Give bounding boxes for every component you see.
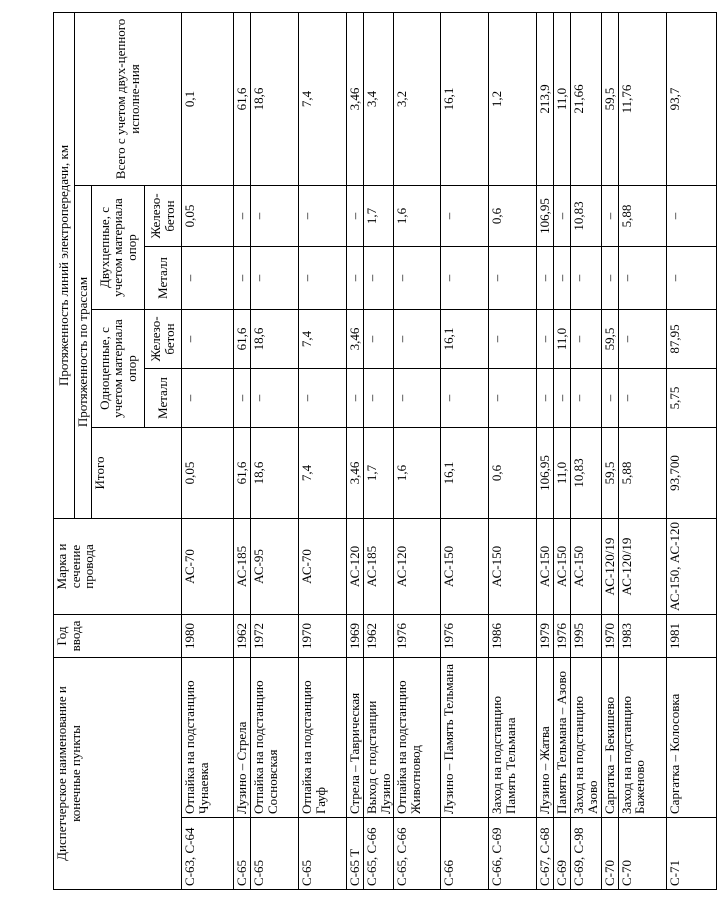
row-total: 10,83 — [571, 428, 601, 519]
row-all: 213,9 — [537, 12, 554, 185]
row-single-concrete: 87,95 — [666, 310, 716, 369]
row-total: 5,88 — [618, 428, 666, 519]
row-wire: АС-150 — [571, 519, 601, 615]
row-year: 1962 — [364, 615, 394, 658]
header-single-chain: Одноцепные, с учетом материала опор — [92, 310, 145, 428]
header-double-chain: Двухцепные, с учетом материала опор — [92, 186, 145, 310]
row-code: С-69, С-98 — [571, 818, 601, 890]
row-year: 1972 — [251, 615, 299, 658]
row-code: С-67, С-68 — [537, 818, 554, 890]
header-year: Год ввода — [54, 615, 182, 658]
row-code: С-70 — [601, 818, 618, 890]
row-single-concrete: – — [394, 310, 441, 369]
row-single-concrete: – — [489, 310, 537, 369]
table-row — [364, 12, 394, 889]
row-all: 3,4 — [364, 12, 394, 185]
row-wire: АС-185 — [364, 519, 394, 615]
row-all: 3,2 — [394, 12, 441, 185]
row-wire: АС-150 — [554, 519, 571, 615]
row-wire: АС-150 — [537, 519, 554, 615]
row-single-concrete: – — [182, 310, 234, 369]
row-double-concrete: – — [666, 186, 716, 247]
row-double-concrete: 5,88 — [618, 186, 666, 247]
row-double-metal: – — [364, 247, 394, 310]
table-body — [182, 12, 717, 889]
row-name: Заход на подстанцию Азово — [571, 658, 601, 818]
row-double-metal: – — [251, 247, 299, 310]
row-code: С-65 — [251, 818, 299, 890]
row-all: 61,6 — [234, 12, 251, 185]
table-row — [554, 12, 571, 889]
row-total: 0,05 — [182, 428, 234, 519]
row-name: Отпайка на подстанцию Гауф — [299, 658, 347, 818]
row-double-concrete: – — [601, 186, 618, 247]
table-row — [347, 12, 364, 889]
table-row — [537, 12, 554, 889]
row-single-metal: – — [347, 369, 364, 428]
row-single-metal: – — [537, 369, 554, 428]
page-number — [60, 0, 77, 8]
header-concrete-double: Железо-бетон — [145, 186, 182, 247]
row-single-concrete: 3,46 — [347, 310, 364, 369]
row-total: 16,1 — [441, 428, 489, 519]
row-year: 1979 — [537, 615, 554, 658]
row-double-concrete: – — [347, 186, 364, 247]
row-double-concrete: – — [554, 186, 571, 247]
row-single-metal: – — [234, 369, 251, 428]
row-code: С-65 — [299, 818, 347, 890]
row-single-concrete: 7,4 — [299, 310, 347, 369]
row-year: 1981 — [666, 615, 716, 658]
row-double-metal: – — [299, 247, 347, 310]
row-code: С-66 — [441, 818, 489, 890]
row-single-concrete: 61,6 — [234, 310, 251, 369]
row-year: 1995 — [571, 615, 601, 658]
row-all: 3,46 — [347, 12, 364, 185]
row-total: 61,6 — [234, 428, 251, 519]
row-single-metal: – — [618, 369, 666, 428]
row-single-metal: 5,75 — [666, 369, 716, 428]
row-all: 18,6 — [251, 12, 299, 185]
table-row — [618, 12, 666, 889]
row-single-metal: – — [251, 369, 299, 428]
row-year: 1970 — [299, 615, 347, 658]
row-double-metal: – — [618, 247, 666, 310]
row-code: С-65, С-66 — [364, 818, 394, 890]
row-code: С-65 Т — [347, 818, 364, 890]
row-wire: АС-150, АС-120 — [666, 519, 716, 615]
row-total: 106,95 — [537, 428, 554, 519]
table-row — [489, 12, 537, 889]
row-all: 21,66 — [571, 12, 601, 185]
row-total: 7,4 — [299, 428, 347, 519]
row-name: Отпайка на подстанцию Чунаевка — [182, 658, 234, 818]
row-double-metal: – — [601, 247, 618, 310]
row-double-concrete: – — [441, 186, 489, 247]
row-total: 18,6 — [251, 428, 299, 519]
row-wire: АС-120 — [394, 519, 441, 615]
row-double-concrete: 10,83 — [571, 186, 601, 247]
table-row — [394, 12, 441, 889]
row-single-metal: – — [601, 369, 618, 428]
row-double-concrete: 0,05 — [182, 186, 234, 247]
row-year: 1970 — [601, 615, 618, 658]
row-all: 0,1 — [182, 12, 234, 185]
power-lines-table — [53, 12, 717, 890]
row-code: С-70 — [618, 818, 666, 890]
table-header — [54, 12, 182, 889]
row-total: 93,700 — [666, 428, 716, 519]
row-all: 93,7 — [666, 12, 716, 185]
row-code: С-63, С-64 — [182, 818, 234, 890]
row-wire: АС-120 — [347, 519, 364, 615]
row-double-metal: – — [347, 247, 364, 310]
row-name: Лузино – Жатва — [537, 658, 554, 818]
header-code-name: Диспетчерское наименование и конечные пункты — [54, 658, 182, 890]
row-name: Стрела – Таврическая — [347, 658, 364, 818]
row-single-metal: – — [299, 369, 347, 428]
row-single-concrete: 11,0 — [554, 310, 571, 369]
row-double-metal: – — [182, 247, 234, 310]
row-single-concrete: – — [364, 310, 394, 369]
row-double-concrete: 1,6 — [394, 186, 441, 247]
row-double-metal: – — [489, 247, 537, 310]
row-year: 1969 — [347, 615, 364, 658]
header-length-group: Протяженность линий электропередачи, км — [54, 12, 75, 518]
row-all: 11,0 — [554, 12, 571, 185]
header-by-routes: Протяженность по трассам — [75, 186, 92, 519]
row-year: 1980 — [182, 615, 234, 658]
row-name: Заход на подстанцию Баженово — [618, 658, 666, 818]
row-year: 1962 — [234, 615, 251, 658]
row-double-metal: – — [666, 247, 716, 310]
row-wire: АС-185 — [234, 519, 251, 615]
table-row — [601, 12, 618, 889]
row-all: 1,2 — [489, 12, 537, 185]
row-year: 1976 — [394, 615, 441, 658]
row-name: Саргатка – Колосовка — [666, 658, 716, 818]
table-row — [666, 12, 716, 889]
row-all: 7,4 — [299, 12, 347, 185]
row-code: С-66, С-69 — [489, 818, 537, 890]
row-single-concrete: 16,1 — [441, 310, 489, 369]
row-double-metal: – — [537, 247, 554, 310]
row-all: 11,76 — [618, 12, 666, 185]
row-single-metal: – — [364, 369, 394, 428]
row-name: Отпайка на подстанцию Сосновская — [251, 658, 299, 818]
row-name: Лузино – Стрела — [234, 658, 251, 818]
row-code: С-71 — [666, 818, 716, 890]
row-name: Память Тельмана – Азово — [554, 658, 571, 818]
row-wire: АС-120/19 — [601, 519, 618, 615]
row-single-metal: – — [571, 369, 601, 428]
row-single-concrete: – — [537, 310, 554, 369]
header-metal: Металл — [145, 369, 182, 428]
row-year: 1986 — [489, 615, 537, 658]
row-name: Выход с подстанции Лузино — [364, 658, 394, 818]
table-row — [234, 12, 251, 889]
row-wire: АС-95 — [251, 519, 299, 615]
row-name: Саргатка – Бекишево — [601, 658, 618, 818]
row-double-concrete: 106,95 — [537, 186, 554, 247]
row-wire: АС-150 — [441, 519, 489, 615]
row-single-concrete: 59,5 — [601, 310, 618, 369]
row-single-metal: – — [441, 369, 489, 428]
row-double-metal: – — [571, 247, 601, 310]
row-double-concrete: – — [234, 186, 251, 247]
row-name: Лузино – Память Тельмана — [441, 658, 489, 818]
row-double-concrete: – — [251, 186, 299, 247]
header-concrete: Железо-бетон — [145, 310, 182, 369]
row-all: 16,1 — [441, 12, 489, 185]
row-total: 3,46 — [347, 428, 364, 519]
row-double-concrete: – — [299, 186, 347, 247]
row-code: С-65 — [234, 818, 251, 890]
row-double-metal: – — [554, 247, 571, 310]
row-total: 11,0 — [554, 428, 571, 519]
table-row — [299, 12, 347, 889]
table-row — [251, 12, 299, 889]
row-double-metal: – — [234, 247, 251, 310]
row-single-metal: – — [489, 369, 537, 428]
row-year: 1976 — [554, 615, 571, 658]
header-metal-double: Металл — [145, 247, 182, 310]
row-wire: АС-70 — [182, 519, 234, 615]
header-all: Всего с учетом двух-цепного исполне-ния — [75, 12, 182, 185]
row-wire: АС-70 — [299, 519, 347, 615]
row-total: 59,5 — [601, 428, 618, 519]
table-row — [571, 12, 601, 889]
header-total: Итого — [92, 428, 182, 519]
row-year: 1976 — [441, 615, 489, 658]
table-row — [182, 12, 234, 889]
row-wire: АС-150 — [489, 519, 537, 615]
row-single-metal: – — [182, 369, 234, 428]
rotated-table-wrapper — [53, 13, 682, 890]
row-single-concrete: – — [618, 310, 666, 369]
row-total: 1,7 — [364, 428, 394, 519]
row-double-metal: – — [441, 247, 489, 310]
row-all: 59,5 — [601, 12, 618, 185]
row-single-concrete: 18,6 — [251, 310, 299, 369]
row-code: С-65, С-66 — [394, 818, 441, 890]
row-name: Отпайка на подстанцию Животновод — [394, 658, 441, 818]
row-total: 0,6 — [489, 428, 537, 519]
row-year: 1983 — [618, 615, 666, 658]
row-wire: АС-120/19 — [618, 519, 666, 615]
row-code: С-69 — [554, 818, 571, 890]
row-name: Заход на подстанцию Память Тельмана — [489, 658, 537, 818]
table-row — [441, 12, 489, 889]
row-double-metal: – — [394, 247, 441, 310]
row-double-concrete: 1,7 — [364, 186, 394, 247]
row-double-concrete: 0,6 — [489, 186, 537, 247]
header-wire: Марка и сечение провода — [54, 519, 182, 615]
row-total: 1,6 — [394, 428, 441, 519]
row-single-concrete: – — [571, 310, 601, 369]
row-single-metal: – — [554, 369, 571, 428]
row-single-metal: – — [394, 369, 441, 428]
